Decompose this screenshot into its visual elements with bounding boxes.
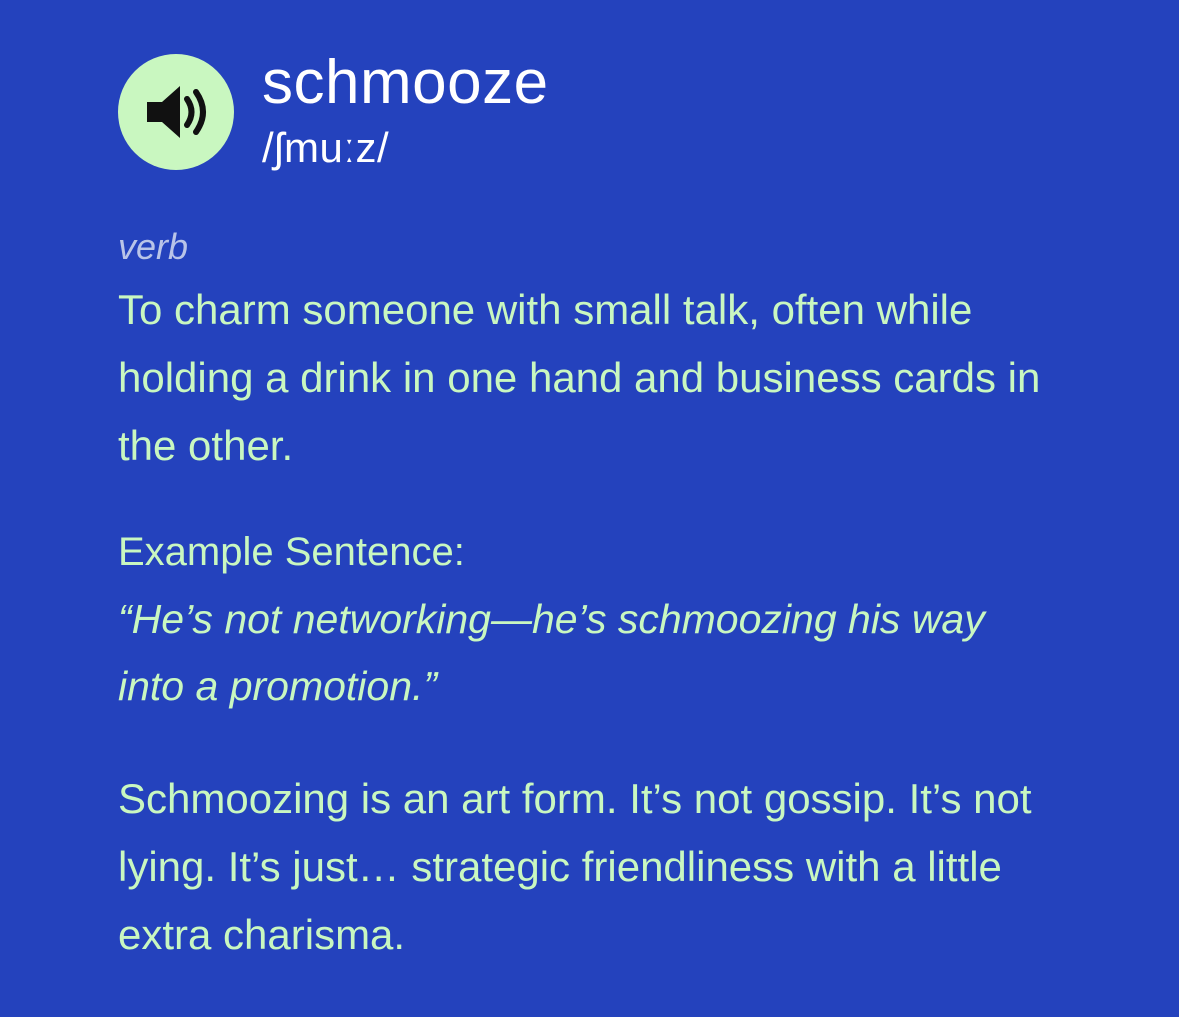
speaker-audio-icon xyxy=(141,81,211,143)
part-of-speech-label: verb xyxy=(118,225,189,267)
pronunciation-text: /ʃmuːz/ xyxy=(262,124,390,171)
closing-note-text: Schmoozing is an art form. It’s not gossip. It’s not lying. It’s just… strategic friendliness with a little extra charisma. xyxy=(118,775,1032,959)
headword-block xyxy=(262,50,549,175)
example-sentence-label: Example Sentence: xyxy=(118,530,465,575)
definition-text: To charm someone with small talk, often while holding a drink in one hand and business cards in the other. xyxy=(118,286,1041,470)
audio-pronunciation-button[interactable] xyxy=(118,54,234,170)
word-header xyxy=(118,50,1061,175)
page-title: schmooze xyxy=(262,48,549,117)
example-sentence-text: “He’s not networking—he’s schmoozing his way into a promotion.” xyxy=(118,596,985,709)
